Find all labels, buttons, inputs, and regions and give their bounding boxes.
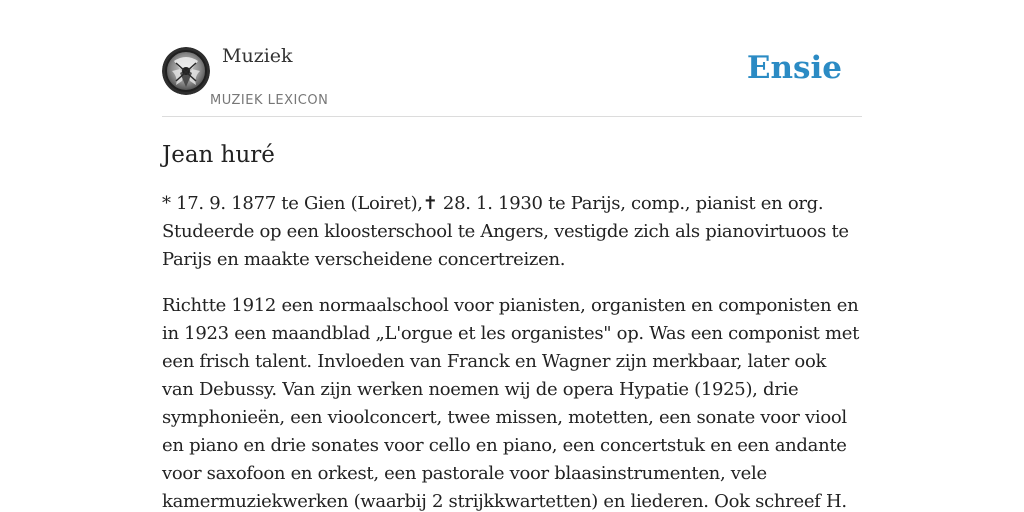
site-header [162, 0, 862, 117]
brand-logo-link[interactable]: Ensie [746, 50, 842, 86]
article [162, 138, 862, 512]
muziek-lexicon-logo-icon[interactable] [162, 47, 210, 95]
source-subtitle: MUZIEK LEXICON [210, 93, 329, 108]
article-title: Jean huré [162, 142, 275, 168]
source-title-link[interactable]: Muziek [222, 45, 293, 67]
article-paragraph: * 17. 9. 1877 te Gien (Loiret),✝ 28. 1. 1930 te Parijs, comp., pianist en org. Studeerde op een kloosterschool te Angers, vestigde zich als pianovirtuoos te Parijs en maakte verscheidene concertreizen. [162, 193, 849, 270]
article-paragraph: Richtte 1912 een normaalschool voor pianisten, organisten en componisten en in 1923 een maandblad „L'orgue et les organistes" op. Was een componist met een frisch talent. Invloeden van Franck en Wagner zijn merkbaar, later ook van Debussy. Van zijn werken noemen wij de opera Hypatie (1925), drie symphonieën, een vioolconcert, twee missen, motetten, een sonate voor viool en piano en drie sonates voor cello en piano, een concertstuk en een andante voor saxofoon en orkest, een pastorale voor blaasinstrumenten, vele kamermuziekwerken (waarbij 2 strijkkwartetten) en liederen. Ook schreef H. [162, 295, 860, 512]
